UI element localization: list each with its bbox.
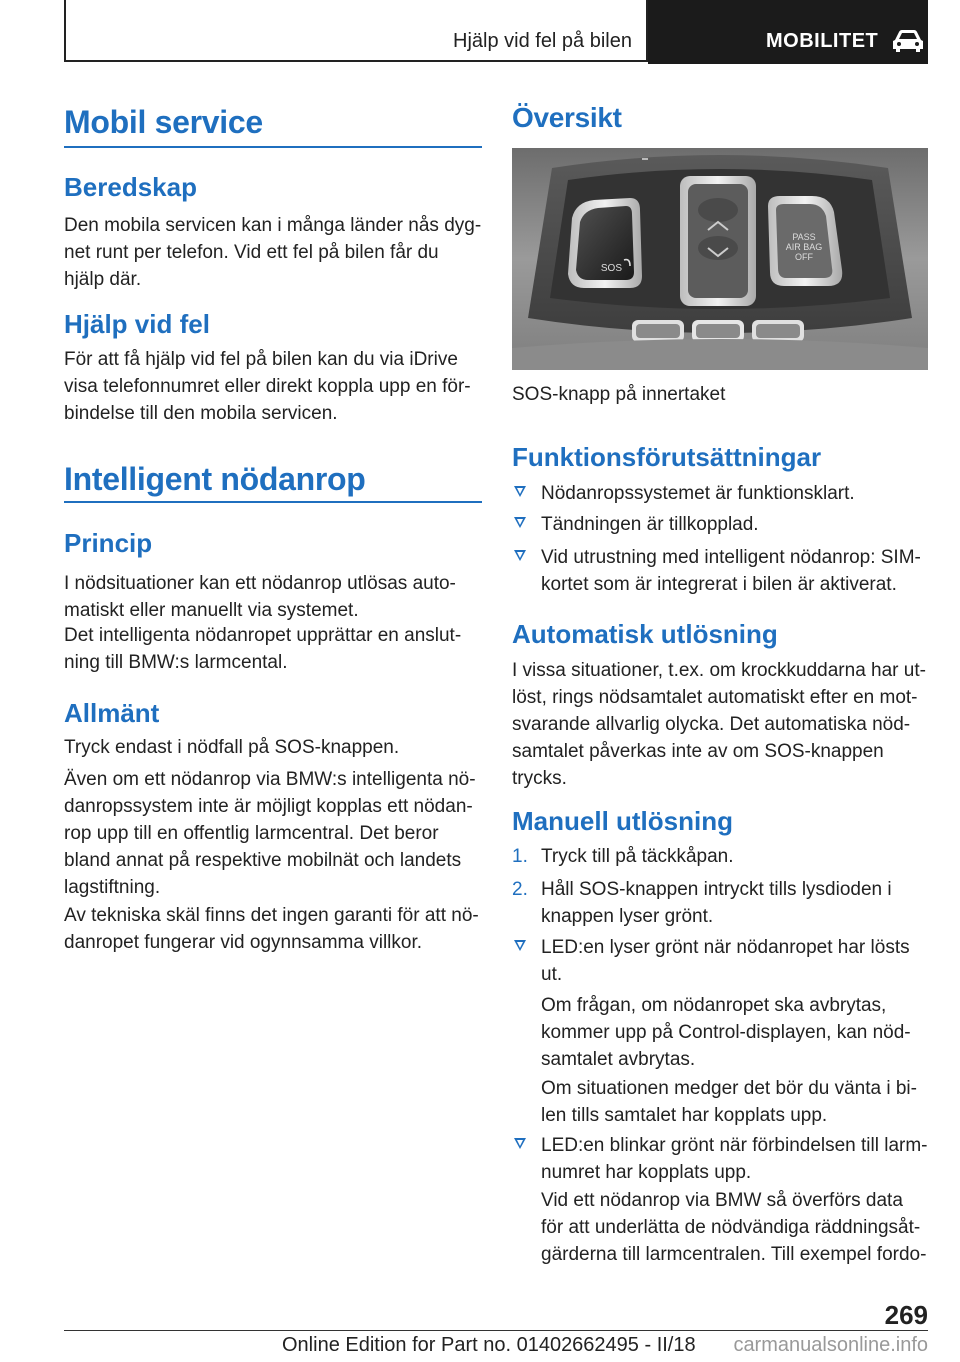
heading-funktionsforutsattningar: Funktionsförutsättningar: [512, 442, 822, 472]
text-line: samtalet påverkas inte av om SOS-knappen: [512, 741, 884, 762]
header-section-box: [64, 0, 648, 62]
off-label: OFF: [795, 252, 813, 262]
text-line: bland annat på respektive mobilnät och landets: [64, 850, 462, 871]
text-line: lagstiftning.: [64, 877, 161, 898]
text-line: kortet som är integrerat i bilen är aktiverat.: [541, 574, 897, 595]
text-line: hjälp där.: [64, 269, 142, 290]
paragraph-hjalp: [64, 346, 471, 427]
text-line: rop upp till en offentlig larmcentral. Det beror: [64, 823, 439, 844]
step-text: Tryck till på täckkåpan.: [541, 846, 734, 867]
step-number: 2.: [512, 879, 528, 900]
heading-oversikt: Översikt: [512, 102, 622, 133]
heading-rule: [64, 501, 482, 503]
car-icon: [890, 28, 926, 54]
text-line: ut.: [541, 964, 563, 985]
text-line: danropssystem inte är möjligt kopplas ett nödan-: [64, 796, 473, 817]
text-line: Av tekniska skäl finns det ingen garanti för att nö-: [64, 905, 479, 926]
paragraph-princip-1: [64, 570, 456, 624]
list-item-text: [541, 544, 921, 598]
photo-caption: SOS-knapp på innertaket: [512, 384, 726, 405]
sub-paragraph-text: [541, 1075, 917, 1129]
text-line: LED:en lyser grönt när nödanropet har lösts: [541, 937, 910, 958]
text-line: LED:en blinkar grönt när förbindelsen till larm-: [541, 1135, 928, 1156]
text-line: Den mobila servicen kan i många länder nås dyg-: [64, 215, 482, 236]
text-line: I nödsituationer kan ett nödanrop utlösas auto-: [64, 573, 456, 594]
text-line: danropet fungerar vid ogynnsamma villkor.: [64, 932, 423, 953]
page-header: [64, 0, 928, 66]
text-line: Vid ett nödanrop via BMW så överförs data: [541, 1190, 903, 1211]
sos-label: SOS: [600, 263, 622, 274]
triangle-bullet-icon: [512, 934, 540, 961]
text-line: kommer upp på Control-displayen, kan nöd-: [541, 1022, 911, 1043]
text-line: Även om ett nödanrop via BMW:s intelligenta nö-: [64, 769, 476, 790]
list-item-text: [541, 934, 910, 988]
text-line: Tryck endast i nödfall på SOS-knappen.: [64, 737, 400, 758]
triangle-bullet-icon: [512, 1132, 540, 1159]
list-item-text: [541, 1132, 928, 1186]
text-line: net runt per telefon. Vid ett fel på bilen får du: [64, 242, 439, 263]
paragraph-allmant-2: [64, 766, 476, 901]
text-line: löst, rings nödsamtalet automatiskt efter en mot-: [512, 687, 918, 708]
paragraph-automatisk: [512, 657, 926, 792]
paragraph-allmant-1: [64, 734, 399, 761]
step-text: [541, 876, 892, 930]
text-line: matiskt eller manuellt via systemet.: [64, 600, 359, 621]
text-line: samtalet avbrytas.: [541, 1049, 696, 1070]
pass-label: PASS: [792, 232, 816, 242]
text-line: len tills samtalet har kopplats upp.: [541, 1105, 828, 1126]
text-line: gärderna till larmcentralen. Till exempel fordo-: [541, 1244, 927, 1265]
text-line: bindelse till den mobila servicen.: [64, 403, 338, 424]
step-number: 1.: [512, 846, 528, 867]
paragraph-princip-2: [64, 622, 461, 676]
text-line: Det intelligenta nödanropet upprättar en anslut-: [64, 625, 462, 646]
heading-allmant: Allmänt: [64, 698, 160, 728]
heading-intelligent-nodanrop: Intelligent nödanrop: [64, 461, 366, 497]
page-number: 269: [884, 1300, 928, 1330]
footer-edition: Online Edition for Part no. 01402662495 - II/18: [282, 1334, 696, 1356]
footer-rule: [64, 1330, 928, 1331]
footer-watermark: carmanualsonline.info: [733, 1334, 928, 1356]
sub-paragraph-text: [541, 992, 911, 1073]
paragraph-beredskap: [64, 212, 481, 293]
text-line: ning till BMW:s larmcental.: [64, 652, 288, 673]
triangle-bullet-icon: [512, 480, 540, 507]
text-line: för att underlätta de nödvändiga räddningsåt-: [541, 1217, 921, 1238]
text-line: Om frågan, om nödanropet ska avbrytas,: [541, 995, 887, 1016]
heading-mobil-service: Mobil service: [64, 104, 263, 140]
list-item-text: Nödanropssystemet är funktionsklart.: [541, 483, 855, 504]
header-chapter-label: MOBILITET: [766, 30, 879, 52]
heading-princip: Princip: [64, 528, 153, 558]
triangle-bullet-icon: [512, 544, 540, 571]
text-line: I vissa situationer, t.ex. om krockkuddarna har ut-: [512, 660, 926, 681]
heading-automatisk-utlosning: Automatisk utlösning: [512, 619, 778, 649]
triangle-bullet-icon: [512, 511, 540, 538]
text-line: Om situationen medger det bör du vänta i bi-: [541, 1078, 917, 1099]
header-section-title: Hjälp vid fel på bilen: [453, 30, 632, 52]
text-line: trycks.: [512, 768, 567, 789]
text-line: Håll SOS-knappen intryckt tills lysdioden i: [541, 879, 892, 900]
heading-hjalp-vid-fel: Hjälp vid fel: [64, 309, 210, 339]
text-line: För att få hjälp vid fel på bilen kan du via iDrive: [64, 349, 458, 370]
list-item-text: Tändningen är tillkopplad.: [541, 514, 759, 535]
heading-beredskap: Beredskap: [64, 172, 197, 202]
airbag-label: AIR BAG: [785, 242, 823, 252]
header-chapter-tab: [648, 0, 928, 64]
overhead-console-illustration: [512, 148, 928, 370]
text-line: numret har kopplats upp.: [541, 1162, 752, 1183]
sub-paragraph-text: [541, 1187, 926, 1268]
heading-manuell-utlosning: Manuell utlösning: [512, 806, 733, 836]
heading-rule: [64, 146, 482, 148]
text-line: knappen lyser grönt.: [541, 906, 714, 927]
text-line: visa telefonnumret eller direkt koppla upp en för-: [64, 376, 471, 397]
text-line: svarande allvarlig olycka. Det automatiska nöd-: [512, 714, 911, 735]
text-line: Vid utrustning med intelligent nödanrop: SIM-: [541, 547, 921, 568]
sos-button-photo: [512, 148, 928, 370]
paragraph-allmant-3: [64, 902, 479, 956]
